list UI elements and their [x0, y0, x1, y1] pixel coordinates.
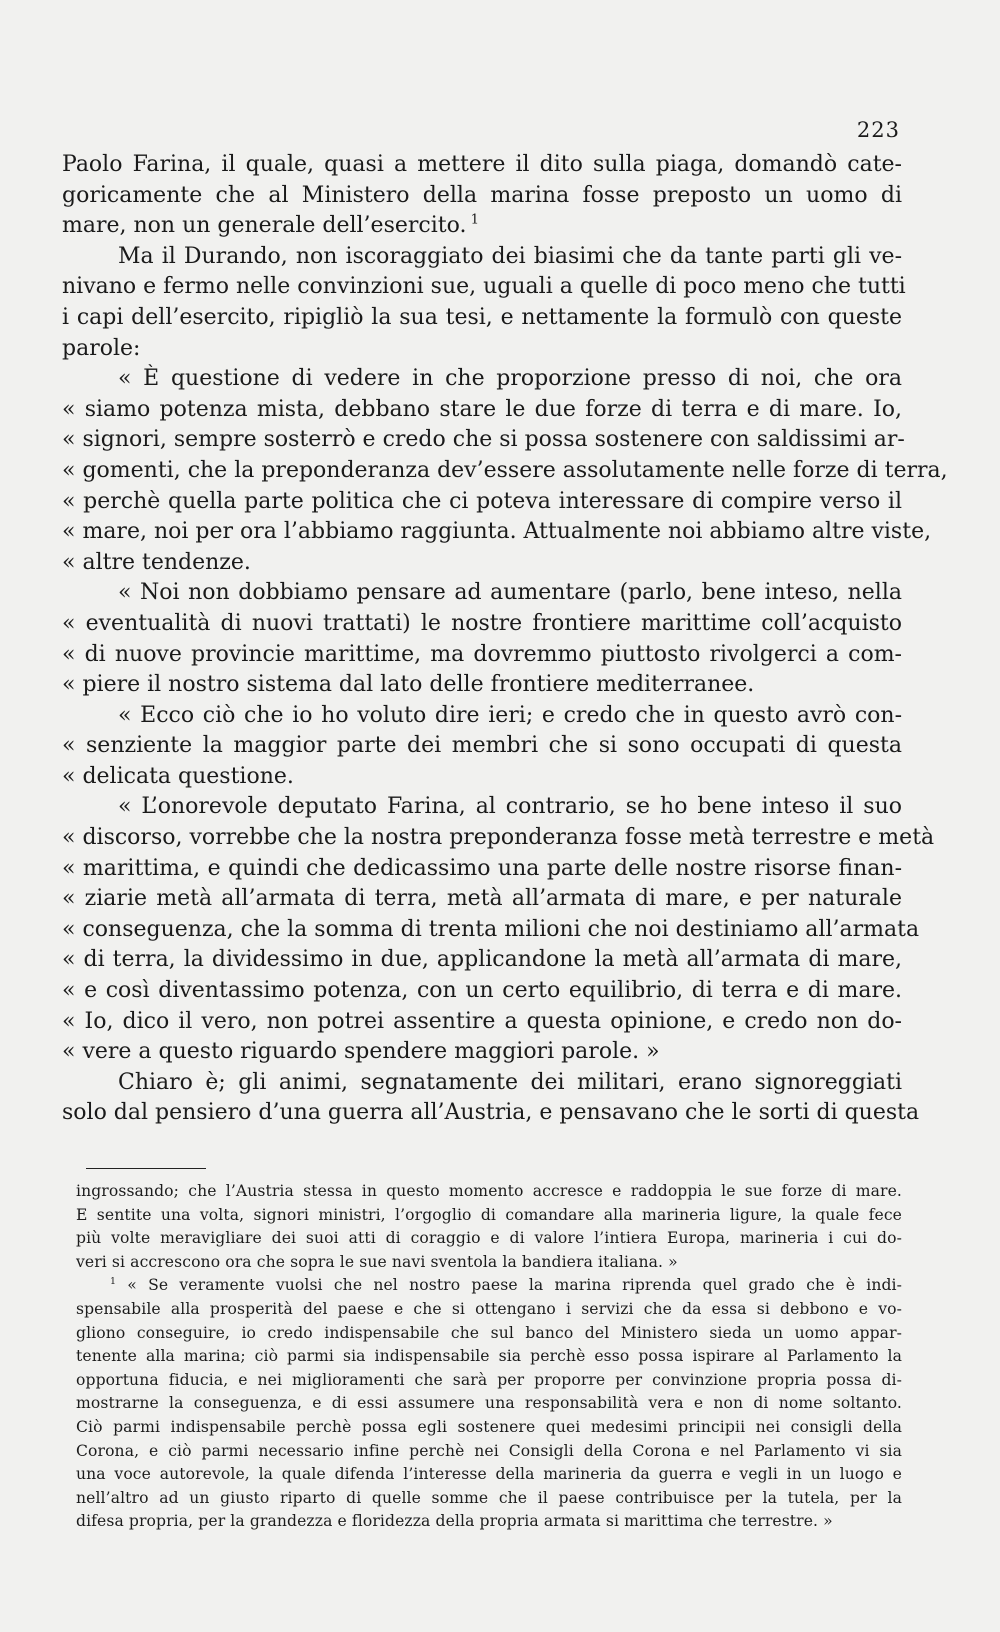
body-line-text: Paolo Farina, il quale, quasi a mettere il dito sulla piaga, domandò cate- [62, 152, 902, 177]
footnote-line [76, 1345, 902, 1369]
footnote-marker: 1 [110, 1276, 117, 1288]
body-line-text: goricamente che al Ministero della marina fosse preposto un uomo di [62, 182, 902, 208]
body-line [62, 395, 902, 426]
body-line [62, 854, 902, 885]
body-line-text: nivano e fermo nelle convinzioni sue, uguali a quelle di poco meno che tutti [62, 274, 906, 300]
body-line-text: « gomenti, che la preponderanza dev’essere assolutamente nelle forze di terra, [62, 457, 948, 483]
body-line [62, 517, 932, 548]
body-line [62, 242, 902, 273]
body-line [62, 915, 920, 946]
footnote-line [76, 1204, 902, 1228]
body-line-text: Ma il Durando, non iscoraggiato dei biasimi che da tante parti gli ve- [118, 243, 902, 269]
footnote-line-text: nell’altro ad un giusto riparto di quelle somme che il paese contribuisce per la tutela, per la [76, 1488, 902, 1507]
body-line [62, 609, 902, 640]
body-line-text: « È questione di vedere in che proporzione presso di noi, che ora [118, 366, 902, 392]
body-line [62, 334, 902, 365]
body-line-text: « mare, noi per ora l’abbiamo raggiunta. Attualmente noi abbiamo altre viste, [62, 519, 932, 545]
body-line [62, 272, 906, 303]
body-line [62, 303, 902, 334]
footnote-line-text: gliono conseguire, io credo indispensabile che sul banco del Ministero sieda un uomo appar- [76, 1323, 902, 1342]
footnote-line [76, 1510, 902, 1534]
body-text [62, 150, 948, 1129]
footnote-line-text: tenente alla marina; ciò parmi sia indispensabile sia perchè esso possa ispirare al Parlamento la [76, 1347, 902, 1366]
footnote-line-text: Corona, e ciò parmi necessario infine perchè nei Consigli della Corona e nel Parlamento vi sia [76, 1441, 902, 1460]
footnote-line-text: veri si accrescono ora che sopra le sue navi sventola la bandiera italiana. » [76, 1252, 678, 1271]
body-line-text: « Io, dico il vero, non potrei assentire a questa opinione, e credo non do- [62, 1008, 902, 1034]
body-line [62, 1037, 902, 1068]
body-line-text: Chiaro è; gli animi, segnatamente dei militari, erano signoreggiati [118, 1069, 902, 1095]
body-line-text: « signori, sempre sosterrò e credo che si possa sostenere con saldissimi ar- [62, 427, 905, 453]
body-line-text: « ziarie metà all’armata di terra, metà all’armata di mare, e per naturale [62, 886, 902, 912]
footnote-line [76, 1298, 902, 1322]
footnote-line-text: opportuna fiducia, e nei miglioramenti che sarà per proporre per convinzione propria possa di- [76, 1370, 902, 1389]
body-line [62, 823, 935, 854]
body-line [62, 640, 902, 671]
body-line [62, 701, 902, 732]
footnote-line-text: « Se veramente vuolsi che nel nostro paese la marina riprenda quel grado che è indi- [127, 1276, 903, 1295]
body-line-text: solo dal pensiero d’una guerra all’Austria, e pensavano che le sorti di questa [62, 1100, 920, 1126]
body-line [62, 670, 902, 701]
body-line-text: « piere il nostro sistema dal lato delle frontiere mediterranee. [62, 672, 755, 698]
body-line-text: « delicata questione. [62, 763, 294, 789]
body-line [62, 548, 902, 579]
body-line [62, 181, 902, 212]
footnote-line-text: E sentite una volta, signori ministri, l’orgoglio di comandare alla marineria ligure, la quale fece [76, 1205, 902, 1224]
body-line [62, 945, 902, 976]
body-line-text: « discorso, vorrebbe che la nostra preponderanza fosse metà terrestre e metà [62, 825, 935, 851]
body-line [62, 792, 902, 823]
body-line [62, 211, 902, 242]
footnote-line-text: più volte meravigliare dei suoi atti di coraggio e di valore l’intiera Europa, marineria i cui do- [76, 1229, 902, 1248]
footnote-line [76, 1180, 902, 1204]
body-line-text: i capi dell’esercito, ripigliò la sua tesi, e nettamente la formulò con queste [62, 304, 902, 330]
body-line [62, 762, 902, 793]
footnote-reference: 1 [466, 212, 480, 228]
body-line [62, 1007, 902, 1038]
body-line-text: « senziente la maggior parte dei membri che si sono occupati di questa [62, 733, 902, 759]
footnotes [76, 1180, 902, 1534]
body-line-text: « eventualità di nuovi trattati) le nostre frontiere marittime coll’acquisto [62, 610, 902, 636]
body-line [62, 976, 902, 1007]
body-line-text: « marittima, e quindi che dedicassimo una parte delle nostre risorse finan- [62, 855, 902, 881]
footnote-separator-rule [86, 1168, 206, 1169]
body-line-text: « altre tendenze. [62, 549, 251, 575]
body-line [62, 425, 905, 456]
body-line-text: « di terra, la dividessimo in due, applicandone la metà all’armata di mare, [62, 947, 902, 973]
body-line-text: « di nuove provincie marittime, ma dovremmo piuttosto rivolgerci a com- [62, 641, 902, 667]
body-line-text: « conseguenza, che la somma di trenta milioni che noi destiniamo all’armata [62, 916, 920, 942]
body-line [62, 364, 902, 395]
body-line-text: mare, non un generale dell’esercito. [62, 213, 467, 239]
footnote-line [76, 1274, 902, 1298]
footnote-line-text: Ciò parmi indispensabile perchè possa egli sostenere quei medesimi principii nei consigli della [76, 1417, 902, 1436]
body-line [62, 1068, 902, 1099]
footnote-line [76, 1227, 902, 1251]
footnote-line [76, 1416, 902, 1440]
footnote-line-text: una voce autorevole, la quale difenda l’interesse della marineria da guerra e vegli in un luogo e [76, 1465, 902, 1484]
body-line-text: « L’onorevole deputato Farina, al contrario, se ho bene inteso il suo [118, 794, 902, 820]
footnote-line [76, 1487, 902, 1511]
footnote-line-text: ingrossando; che l’Austria stessa in questo momento accresce e raddoppia le sue forze di mare. [76, 1182, 902, 1200]
body-line-text: « siamo potenza mista, debbano stare le due forze di terra e di mare. Io, [62, 396, 902, 422]
footnote-line [76, 1251, 902, 1275]
body-line [62, 884, 902, 915]
footnote-line-text: spensabile alla prosperità del paese e che si ottengano i servizi che da essa si debbono e vo- [76, 1299, 902, 1318]
footnote-line-text: difesa propria, per la grandezza e floridezza della propria armata si marittima che terrestre. » [76, 1512, 833, 1531]
body-line [62, 578, 902, 609]
body-line-text: « perchè quella parte politica che ci poteva interessare di compire verso il [62, 488, 902, 514]
body-line-text: parole: [62, 335, 141, 361]
footnote-line [76, 1369, 902, 1393]
footnote-line [76, 1322, 902, 1346]
body-line-text: « Noi non dobbiamo pensare ad aumentare (parlo, bene inteso, nella [118, 580, 902, 606]
footnote-line-text: mostrarne la conseguenza, e di essi assumere una responsabilità vera e non di nome soltanto. [76, 1394, 902, 1413]
page-number: 223 [856, 118, 900, 142]
body-line [62, 456, 948, 487]
body-line-text: « Ecco ciò che io ho voluto dire ieri; e credo che in questo avrò con- [118, 702, 902, 728]
body-line [62, 150, 902, 181]
body-line-text: « vere a questo riguardo spendere maggiori parole. » [62, 1039, 660, 1065]
body-line-text: « e così diventassimo potenza, con un certo equilibrio, di terra e di mare. [62, 978, 902, 1004]
body-line [62, 731, 902, 762]
footnote-line [76, 1392, 902, 1416]
footnote-line [76, 1463, 902, 1487]
body-line [62, 487, 902, 518]
body-line [62, 1098, 920, 1129]
footnote-line [76, 1440, 902, 1464]
